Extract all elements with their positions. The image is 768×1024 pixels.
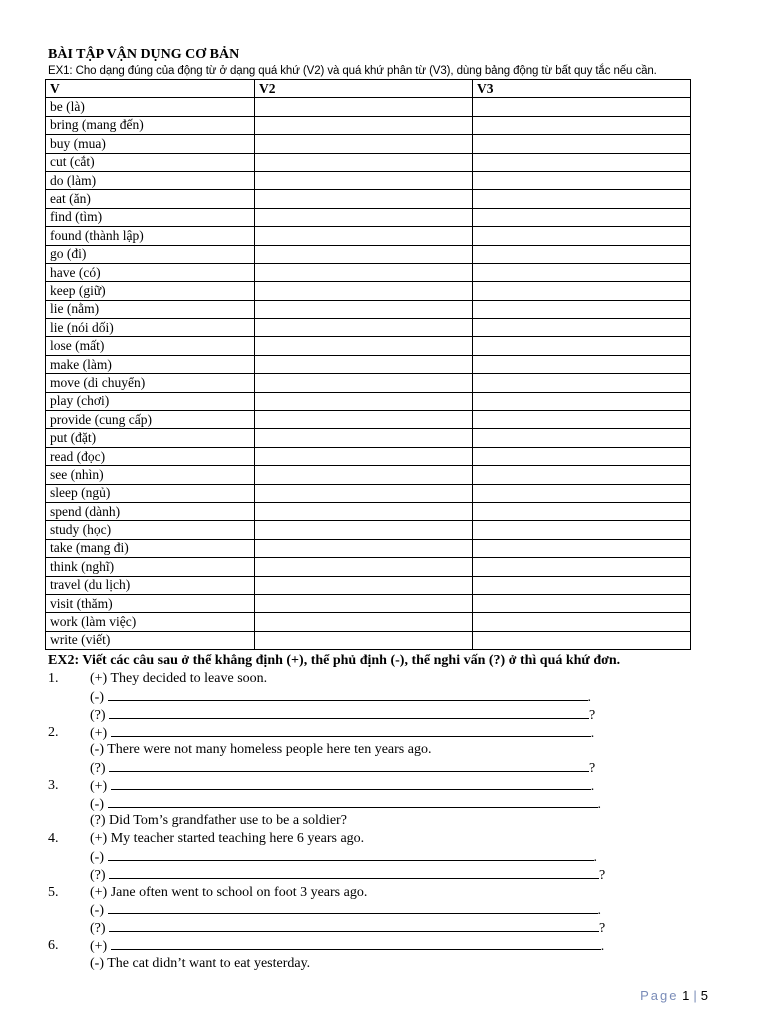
exercise-number: 1. [48,671,59,687]
page-total: 5 [700,988,708,1003]
sentence-type-marker: (-) [90,850,104,866]
table-row [46,263,691,281]
v2-answer-cell[interactable] [255,447,473,465]
table-row [46,539,691,557]
column-header-v3: V3 [473,80,691,98]
table-row [46,374,691,392]
verb-cell: sleep (ngủ) [46,484,255,502]
exercise-sentence [90,955,310,973]
exercise-line [48,741,696,759]
v2-answer-cell[interactable] [255,135,473,153]
verb-cell: bring (mang đến) [46,116,255,134]
table-row [46,521,691,539]
verb-cell: lie (nằm) [46,300,255,318]
verb-cell: write (viết) [46,631,255,649]
sentence-type-marker: (?) [90,761,106,777]
exercise-number: 3. [48,777,59,793]
v3-answer-cell[interactable] [473,594,691,612]
table-row [46,300,691,318]
verb-cell: lose (mất) [46,337,255,355]
answer-blank[interactable] [108,795,598,808]
table-row [46,392,691,410]
exercise-line [48,937,696,955]
verb-cell: put (đặt) [46,429,255,447]
exercise-sentence [90,901,601,920]
exercise-number: 2. [48,724,59,740]
v3-answer-cell[interactable] [473,116,691,134]
verb-cell: travel (du lịch) [46,576,255,594]
sentence-type-marker: (-) [90,742,104,758]
exercise-sentence [90,706,595,725]
ex2-heading: EX2: Viết các câu sau ở thể khẳng định (+), thể phủ định (-), thể nghi vấn (?) ở thì quá khứ đơn. [48,653,621,669]
table-row [46,245,691,263]
sentence-type-marker: (+) [90,671,108,687]
exercise-line [48,670,696,688]
v2-answer-cell[interactable] [255,466,473,484]
table-row [46,208,691,226]
table-row [46,502,691,520]
v2-answer-cell[interactable] [255,539,473,557]
line-end-punctuation: . [590,725,595,741]
line-end-punctuation: ? [599,867,606,883]
sentence-type-marker: (-) [90,955,104,971]
table-row [46,319,691,337]
v2-answer-cell[interactable] [255,171,473,189]
table-row [46,594,691,612]
exercise-line [48,848,696,866]
v2-answer-cell[interactable] [255,576,473,594]
sentence-type-marker: (+) [90,778,108,794]
verb-cell: visit (thăm) [46,594,255,612]
page-footer [640,988,708,1003]
exercise-sentence [90,741,431,759]
v2-answer-cell[interactable] [255,613,473,631]
table-row [46,227,691,245]
v3-answer-cell[interactable] [473,558,691,576]
verb-cell: see (nhìn) [46,466,255,484]
verb-cell: do (làm) [46,171,255,189]
verb-cell: buy (mua) [46,135,255,153]
verb-cell: read (đọc) [46,447,255,465]
table-row [46,447,691,465]
exercise-sentence [90,866,605,885]
verb-cell: work (làm việc) [46,613,255,631]
v3-answer-cell[interactable] [473,282,691,300]
table-row [46,337,691,355]
table-row [46,466,691,484]
worksheet-title: BÀI TẬP VẬN DỤNG CƠ BẢN [48,47,240,62]
ex2-exercise-list [48,670,696,973]
v3-answer-cell[interactable] [473,392,691,410]
sentence-type-marker: (-) [90,796,104,812]
line-end-punctuation: . [597,796,601,812]
v2-answer-cell[interactable] [255,558,473,576]
v2-answer-cell[interactable] [255,153,473,171]
sentence-type-marker: (?) [90,707,106,723]
v2-answer-cell[interactable] [255,116,473,134]
table-row [46,484,691,502]
exercise-line [48,830,696,848]
v3-answer-cell[interactable] [473,484,691,502]
answer-blank[interactable] [108,848,594,861]
verb-cell: take (mang đi) [46,539,255,557]
verb-cell: lie (nói dối) [46,319,255,337]
table-row [46,153,691,171]
answer-blank[interactable] [111,777,591,790]
exercise-sentence [90,848,597,867]
v3-answer-cell[interactable] [473,98,691,116]
exercise-line [48,866,696,884]
answer-blank[interactable] [111,937,601,950]
exercise-line [48,919,696,937]
answer-blank[interactable] [109,759,589,772]
verb-cell: provide (cung cấp) [46,411,255,429]
verb-cell: move (di chuyển) [46,374,255,392]
exercise-sentence [90,795,601,814]
v3-answer-cell[interactable] [473,374,691,392]
table-row [46,171,691,189]
exercise-line [48,777,696,795]
sentence-text: The cat didn’t want to eat yesterday. [107,955,311,971]
exercise-line [48,955,696,973]
v2-answer-cell[interactable] [255,411,473,429]
exercise-line [48,724,696,742]
line-end-punctuation: ? [589,761,596,777]
v3-answer-cell[interactable] [473,576,691,594]
verb-cell: think (nghĩ) [46,558,255,576]
line-end-punctuation: . [600,939,605,955]
v2-answer-cell[interactable] [255,521,473,539]
exercise-sentence [90,688,591,707]
v3-answer-cell[interactable] [473,429,691,447]
table-row [46,613,691,631]
line-end-punctuation: ? [589,707,596,723]
table-row [46,190,691,208]
v2-answer-cell[interactable] [255,263,473,281]
table-row [46,631,691,649]
table-row [46,576,691,594]
exercise-line [48,759,696,777]
verb-cell: cut (cắt) [46,153,255,171]
v3-answer-cell[interactable] [473,539,691,557]
exercise-line [48,901,696,919]
v3-answer-cell[interactable] [473,135,691,153]
sentence-type-marker: (?) [90,867,106,883]
v3-answer-cell[interactable] [473,521,691,539]
column-header-v: V [46,80,255,98]
v2-answer-cell[interactable] [255,98,473,116]
exercise-sentence [90,830,364,848]
v3-answer-cell[interactable] [473,613,691,631]
table-row [46,116,691,134]
line-end-punctuation: . [587,689,591,705]
exercise-sentence [90,670,267,688]
sentence-type-marker: (-) [90,903,104,919]
exercise-number: 4. [48,831,59,847]
v3-answer-cell[interactable] [473,208,691,226]
answer-blank[interactable] [108,901,598,914]
v2-answer-cell[interactable] [255,337,473,355]
exercise-sentence [90,937,604,956]
page-label: Page [640,988,679,1003]
v3-answer-cell[interactable] [473,153,691,171]
column-header-v2: V2 [255,80,473,98]
answer-blank[interactable] [111,724,591,737]
v3-answer-cell[interactable] [473,227,691,245]
v3-answer-cell[interactable] [473,190,691,208]
table-row [46,355,691,373]
answer-blank[interactable] [109,919,599,932]
v2-answer-cell[interactable] [255,300,473,318]
verb-cell: spend (dành) [46,502,255,520]
exercise-sentence [90,812,347,830]
sentence-type-marker: (+) [90,831,108,847]
verb-cell: study (học) [46,521,255,539]
exercise-sentence [90,919,605,938]
sentence-type-marker: (+) [90,725,108,741]
answer-blank[interactable] [109,706,589,719]
exercise-number: 6. [48,938,59,954]
worksheet-page [48,46,696,973]
v2-answer-cell[interactable] [255,429,473,447]
verb-cell: go (đi) [46,245,255,263]
sentence-text: There were not many homeless people here ten years ago. [107,742,432,758]
v3-answer-cell[interactable] [473,355,691,373]
verb-cell: be (là) [46,98,255,116]
table-row [46,558,691,576]
v3-answer-cell[interactable] [473,631,691,649]
v2-answer-cell[interactable] [255,319,473,337]
v2-answer-cell[interactable] [255,631,473,649]
page-current: 1 [682,988,690,1003]
sentence-text: Jane often went to school on foot 3 years ago. [110,884,368,900]
v2-answer-cell[interactable] [255,355,473,373]
exercise-sentence [90,724,594,743]
ex1-instruction: EX1: Cho dạng đúng của động từ ở dạng quá khứ (V2) và quá khứ phân từ (V3), dùng bảng động từ bất quy tắc nếu cần. [48,65,657,77]
answer-blank[interactable] [109,866,599,879]
table-row [46,135,691,153]
answer-blank[interactable] [108,688,588,701]
exercise-sentence [90,884,367,902]
v3-answer-cell[interactable] [473,319,691,337]
v2-answer-cell[interactable] [255,190,473,208]
verb-cell: keep (giữ) [46,282,255,300]
verb-cell: found (thành lập) [46,227,255,245]
v3-answer-cell[interactable] [473,502,691,520]
exercise-line [48,706,696,724]
v2-answer-cell[interactable] [255,282,473,300]
line-end-punctuation: . [597,903,601,919]
sentence-type-marker: (+) [90,939,108,955]
v3-answer-cell[interactable] [473,337,691,355]
v2-answer-cell[interactable] [255,227,473,245]
verb-cell: play (chơi) [46,392,255,410]
exercise-sentence [90,777,594,796]
exercise-line [48,884,696,902]
exercise-number: 5. [48,884,59,900]
sentence-text: They decided to leave soon. [110,671,268,687]
line-end-punctuation: ? [599,921,606,937]
verb-cell: eat (ăn) [46,190,255,208]
v2-answer-cell[interactable] [255,374,473,392]
table-row [46,429,691,447]
exercise-line [48,812,696,830]
verb-cell: make (làm) [46,355,255,373]
exercise-line [48,688,696,706]
verb-cell: find (tìm) [46,208,255,226]
exercise-sentence [90,759,595,778]
verb-cell: have (có) [46,263,255,281]
v2-answer-cell[interactable] [255,502,473,520]
verb-table-header-row [46,80,691,98]
v3-answer-cell[interactable] [473,447,691,465]
v2-answer-cell[interactable] [255,484,473,502]
line-end-punctuation: . [593,850,597,866]
v3-answer-cell[interactable] [473,300,691,318]
sentence-type-marker: (?) [90,813,106,829]
table-row [46,98,691,116]
table-row [46,282,691,300]
v3-answer-cell[interactable] [473,466,691,484]
verb-table [45,79,691,650]
table-row [46,411,691,429]
sentence-type-marker: (-) [90,689,104,705]
sentence-text: My teacher started teaching here 6 years ago. [110,831,365,847]
sentence-text: Did Tom’s grandfather use to be a soldier? [109,813,347,829]
v2-answer-cell[interactable] [255,245,473,263]
v2-answer-cell[interactable] [255,392,473,410]
sentence-type-marker: (?) [90,921,106,937]
v3-answer-cell[interactable] [473,245,691,263]
v3-answer-cell[interactable] [473,171,691,189]
exercise-line [48,795,696,813]
sentence-type-marker: (+) [90,884,108,900]
v3-answer-cell[interactable] [473,411,691,429]
v3-answer-cell[interactable] [473,263,691,281]
page-separator: | [693,988,697,1003]
line-end-punctuation: . [590,778,595,794]
v2-answer-cell[interactable] [255,594,473,612]
v2-answer-cell[interactable] [255,208,473,226]
